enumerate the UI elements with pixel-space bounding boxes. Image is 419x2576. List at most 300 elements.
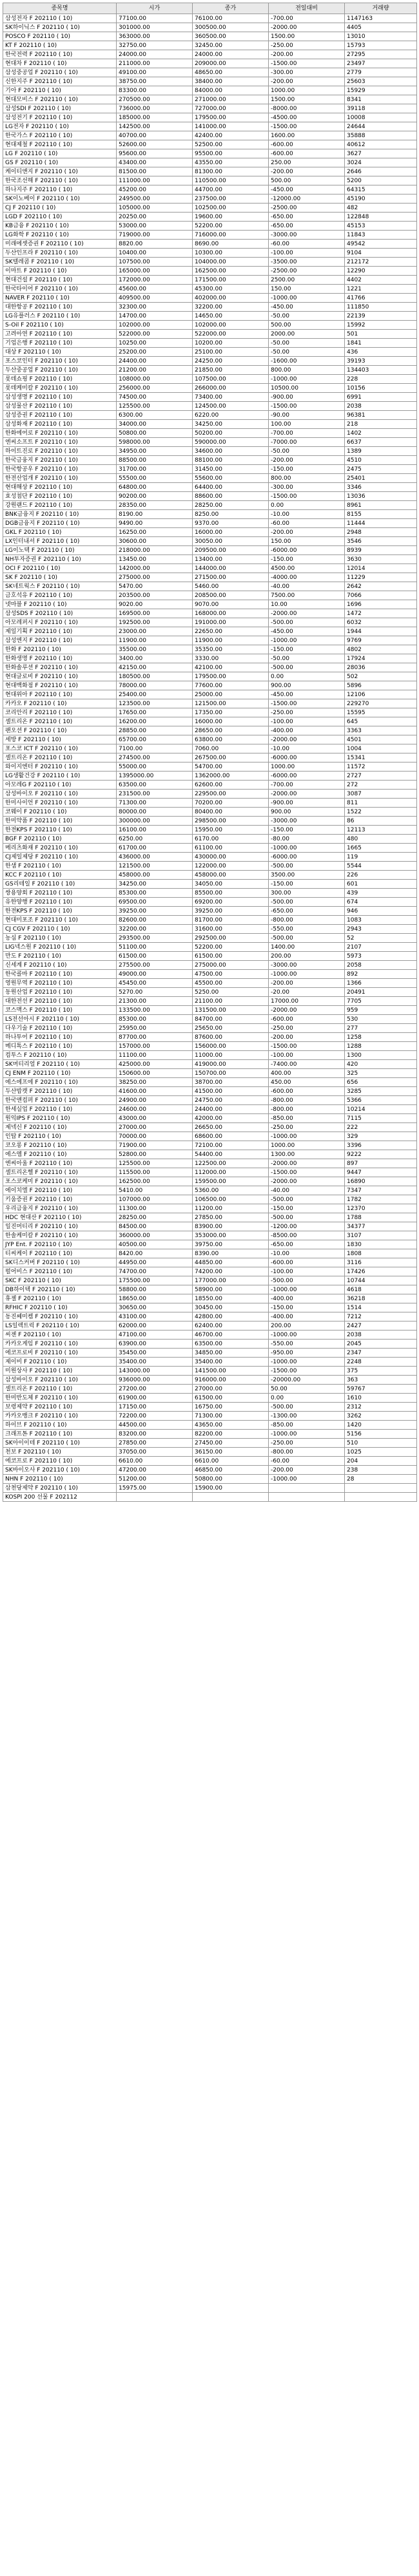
cell-name: 한미사이언 F 202110 ( 10) (3, 799, 117, 808)
cell-name: 크래프톤 F 202110 ( 10) (3, 1430, 117, 1439)
table-row (3, 1385, 417, 1394)
table-row (3, 591, 417, 600)
cell-open: 62000.00 (117, 1321, 193, 1331)
cell-close: 27000.00 (193, 1385, 269, 1394)
table-row (3, 77, 417, 86)
cell-close: 102500.00 (193, 204, 269, 213)
table-row (3, 889, 417, 898)
cell-name: 한화에어로 F 202110 ( 10) (3, 429, 117, 438)
table-row (3, 582, 417, 591)
cell-close: 58900.00 (193, 1285, 269, 1294)
cell-change: -1500.00 (269, 1168, 345, 1177)
cell-name: SK F 202110 ( 10) (3, 573, 117, 582)
cell-change: -800.00 (269, 916, 345, 925)
cell-name: JYP Ent. F 202110 ( 10) (3, 1240, 117, 1249)
cell-close: 267500.00 (193, 753, 269, 762)
cell-change: -1000.00 (269, 1475, 345, 1484)
cell-change: -800.00 (269, 1105, 345, 1114)
cell-name: 하나투어 F 202110 ( 10) (3, 1033, 117, 1042)
cell-open: 102000.00 (117, 321, 193, 330)
cell-change: -600.00 (269, 140, 345, 149)
cell-change: -1500.00 (269, 122, 345, 131)
cell-volume: 52 (345, 934, 417, 943)
cell-open: 5410.00 (117, 1186, 193, 1195)
cell-open: 13450.00 (117, 555, 193, 564)
cell-open: 70000.00 (117, 1132, 193, 1141)
table-row (3, 204, 417, 213)
cell-name: 와이지엔터 F 202110 ( 10) (3, 762, 117, 772)
cell-name: 셀트리온 F 202110 ( 10) (3, 717, 117, 726)
cell-open: 10250.00 (117, 339, 193, 348)
cell-name: 현대백화점 F 202110 ( 10) (3, 681, 117, 690)
cell-open: 231500.00 (117, 790, 193, 799)
cell-open: 409500.00 (117, 294, 193, 303)
cell-name: BNK금융지 F 202110 ( 10) (3, 510, 117, 519)
cell-name: 현대차 F 202110 ( 10) (3, 59, 117, 68)
cell-close: 6170.00 (193, 835, 269, 844)
cell-volume: 2948 (345, 528, 417, 537)
cell-open: 8820.00 (117, 240, 193, 249)
cell-volume: 8155 (345, 510, 417, 519)
cell-volume: 1420 (345, 1421, 417, 1430)
cell-open: 30600.00 (117, 537, 193, 546)
table-row (3, 654, 417, 663)
table-row (3, 1331, 417, 1340)
cell-name: 메리츠화재 F 202110 ( 10) (3, 844, 117, 853)
cell-close: 18550.00 (193, 1294, 269, 1303)
cell-close: 52500.00 (193, 140, 269, 149)
cell-change: -200.00 (269, 979, 345, 988)
cell-change: -3500.00 (269, 258, 345, 267)
cell-close: 121500.00 (193, 699, 269, 708)
cell-change: 0.00 (269, 672, 345, 681)
cell-close: 177000.00 (193, 1276, 269, 1285)
cell-open: 105000.00 (117, 204, 193, 213)
cell-volume: 2642 (345, 582, 417, 591)
cell-name: 삼성전기 F 202110 ( 10) (3, 113, 117, 122)
cell-name: CJ F 202110 ( 10) (3, 204, 117, 213)
table-row (3, 86, 417, 95)
cell-open: 42150.00 (117, 663, 193, 672)
cell-name: 한국전력 F 202110 ( 10) (3, 50, 117, 59)
cell-change: 900.00 (269, 808, 345, 817)
cell-change: -200.00 (269, 1466, 345, 1475)
table-row (3, 176, 417, 185)
table-row (3, 1340, 417, 1349)
cell-open: 107500.00 (117, 258, 193, 267)
cell-close: 39250.00 (193, 907, 269, 916)
cell-change: -4500.00 (269, 113, 345, 122)
cell-name: HDC 현대산 F 202110 ( 10) (3, 1213, 117, 1222)
cell-name: 에이치엘 F 202110 ( 10) (3, 1186, 117, 1195)
cell-volume: 7705 (345, 997, 417, 1006)
cell-volume: 7115 (345, 1114, 417, 1123)
table-row (3, 1249, 417, 1258)
cell-close: 22650.00 (193, 627, 269, 636)
table-row (3, 799, 417, 808)
cell-close: 14650.00 (193, 312, 269, 321)
cell-change: -200.00 (269, 456, 345, 465)
cell-open: 45450.00 (117, 979, 193, 988)
cell-change: 500.00 (269, 176, 345, 185)
cell-volume: 946 (345, 907, 417, 916)
cell-change (269, 1493, 345, 1502)
table-row (3, 501, 417, 510)
cell-open: 115500.00 (117, 1168, 193, 1177)
cell-change: -700.00 (269, 14, 345, 23)
cell-volume: 4501 (345, 735, 417, 744)
cell-volume: 17426 (345, 1267, 417, 1276)
cell-name: 코오롱 F 202110 ( 10) (3, 1141, 117, 1150)
cell-change: -300.00 (269, 68, 345, 77)
table-row (3, 880, 417, 889)
cell-name: 휴젤 F 202110 ( 10) (3, 1294, 117, 1303)
cell-change: -2000.00 (269, 23, 345, 32)
cell-volume: 656 (345, 1078, 417, 1087)
cell-open: 17150.00 (117, 1403, 193, 1412)
cell-change (269, 1484, 345, 1493)
cell-name: 삼성증권 F 202110 ( 10) (3, 411, 117, 420)
cell-open: 169500.00 (117, 609, 193, 618)
table-row (3, 1358, 417, 1367)
table-row (3, 1168, 417, 1177)
cell-close: 141500.00 (193, 1367, 269, 1376)
cell-volume: 59767 (345, 1385, 417, 1394)
cell-change: -450.00 (269, 303, 345, 312)
cell-close: 61500.00 (193, 952, 269, 961)
cell-name: 키움증권 F 202110 ( 10) (3, 1195, 117, 1204)
cell-close: 8390.00 (193, 1249, 269, 1258)
cell-volume: 229270 (345, 699, 417, 708)
cell-close: 34850.00 (193, 1349, 269, 1358)
cell-change: -6000.00 (269, 853, 345, 862)
cell-name: 한전산업개 F 202110 ( 10) (3, 474, 117, 483)
cell-close: 8690.00 (193, 240, 269, 249)
table-row (3, 23, 417, 32)
cell-close: 141000.00 (193, 122, 269, 131)
cell-close: 209500.00 (193, 546, 269, 555)
cell-name: KB금융 F 202110 ( 10) (3, 222, 117, 231)
cell-close: 32450.00 (193, 41, 269, 50)
cell-name: 케이티앤지 F 202110 ( 10) (3, 167, 117, 176)
cell-open: 8420.00 (117, 1249, 193, 1258)
cell-open: 192500.00 (117, 618, 193, 627)
cell-open: 15975.00 (117, 1484, 193, 1493)
cell-close: 10200.00 (193, 339, 269, 348)
table-row (3, 1294, 417, 1303)
table-row (3, 537, 417, 546)
header-open: 시가 (117, 3, 193, 14)
cell-name: 코리안리 F 202110 ( 10) (3, 708, 117, 717)
cell-name: 포스코 ICT F 202110 ( 10) (3, 744, 117, 753)
cell-name: 현대위아 F 202110 ( 10) (3, 690, 117, 699)
table-row (3, 1195, 417, 1204)
cell-open: 18650.00 (117, 1294, 193, 1303)
cell-close: 35400.00 (193, 1358, 269, 1367)
cell-volume: 10214 (345, 1105, 417, 1114)
cell-volume: 3627 (345, 149, 417, 158)
cell-volume: 122848 (345, 213, 417, 222)
cell-change: -20.00 (269, 988, 345, 997)
cell-volume: 1258 (345, 1033, 417, 1042)
cell-change: -3000.00 (269, 961, 345, 970)
cell-close: 43650.00 (193, 1421, 269, 1430)
cell-change: -300.00 (269, 483, 345, 492)
table-row (3, 672, 417, 681)
cell-close: 353000.00 (193, 1231, 269, 1240)
cell-name: NH투자증권 F 202110 ( 10) (3, 555, 117, 564)
cell-name: 한국금융지 F 202110 ( 10) (3, 456, 117, 465)
table-row (3, 95, 417, 104)
cell-open: 28350.00 (117, 501, 193, 510)
cell-name: 농심 F 202110 ( 10) (3, 934, 117, 943)
table-row (3, 772, 417, 781)
cell-name: 쌍용양회 F 202110 ( 10) (3, 889, 117, 898)
table-row (3, 609, 417, 618)
cell-name: 에스엠 F 202110 ( 10) (3, 1150, 117, 1159)
cell-volume: 8939 (345, 546, 417, 555)
cell-change: 1400.00 (269, 943, 345, 952)
cell-name: 다우기술 F 202110 ( 10) (3, 1024, 117, 1033)
cell-close: 229500.00 (193, 790, 269, 799)
cell-volume: 15341 (345, 753, 417, 762)
cell-open: 24400.00 (117, 357, 193, 366)
table-row (3, 348, 417, 357)
table-row (3, 249, 417, 258)
cell-name: 기아 F 202110 ( 10) (3, 86, 117, 95)
table-row (3, 1303, 417, 1312)
cell-open: 31700.00 (117, 465, 193, 474)
cell-volume: 35888 (345, 131, 417, 140)
cell-close: 3330.00 (193, 654, 269, 663)
cell-open: 16100.00 (117, 826, 193, 835)
cell-change: -200.00 (269, 50, 345, 59)
cell-volume: 2943 (345, 925, 417, 934)
cell-name: 두산중공업 F 202110 ( 10) (3, 366, 117, 375)
cell-name: LG전자 F 202110 ( 10) (3, 122, 117, 131)
cell-change: -50.00 (269, 312, 345, 321)
cell-volume: 2646 (345, 167, 417, 176)
cell-volume: 1300 (345, 1051, 417, 1060)
cell-change: -150.00 (269, 880, 345, 889)
cell-volume: 3262 (345, 1412, 417, 1421)
cell-change: -50.00 (269, 447, 345, 456)
table-row (3, 663, 417, 672)
cell-volume: 9769 (345, 636, 417, 645)
table-row (3, 1123, 417, 1132)
table-row (3, 934, 417, 943)
cell-open: 32200.00 (117, 925, 193, 934)
cell-name: 한화 F 202110 ( 10) (3, 645, 117, 654)
cell-close: 54400.00 (193, 1150, 269, 1159)
cell-close: 430000.00 (193, 853, 269, 862)
cell-name: 한화생명 F 202110 ( 10) (3, 654, 117, 663)
cell-name: KT F 202110 ( 10) (3, 41, 117, 50)
cell-close: 19600.00 (193, 213, 269, 222)
cell-volume: 436 (345, 348, 417, 357)
cell-change: 7500.00 (269, 591, 345, 600)
table-row (3, 528, 417, 537)
cell-change: -1500.00 (269, 1367, 345, 1376)
cell-volume: 645 (345, 717, 417, 726)
table-row (3, 817, 417, 826)
cell-volume: 28036 (345, 663, 417, 672)
cell-change: -1500.00 (269, 492, 345, 501)
cell-name: 삼성SDS F 202110 ( 10) (3, 609, 117, 618)
cell-change: -250.00 (269, 708, 345, 717)
cell-volume: 4618 (345, 1285, 417, 1294)
cell-open: 71900.00 (117, 1141, 193, 1150)
cell-open: 41600.00 (117, 1087, 193, 1096)
cell-name: SK디스커버 F 202110 ( 10) (3, 1258, 117, 1267)
cell-volume: 11572 (345, 762, 417, 772)
table-row (3, 726, 417, 735)
table-row (3, 375, 417, 384)
cell-change: -150.00 (269, 465, 345, 474)
table-row (3, 519, 417, 528)
cell-open: 203500.00 (117, 591, 193, 600)
cell-open: 45200.00 (117, 185, 193, 194)
table-row (3, 131, 417, 140)
cell-name: KOSPI 200 선물 F 202112 (3, 1493, 117, 1502)
cell-change: -800.00 (269, 1448, 345, 1457)
cell-name: 에스에프에 F 202110 ( 10) (3, 1078, 117, 1087)
cell-volume: 3546 (345, 537, 417, 546)
table-row (3, 708, 417, 717)
cell-change: -500.00 (269, 1403, 345, 1412)
cell-change: -800.00 (269, 1096, 345, 1105)
cell-name: 삼성전자 F 202110 ( 10) (3, 14, 117, 23)
cell-volume: 3024 (345, 158, 417, 167)
cell-open: 274500.00 (117, 753, 193, 762)
cell-name: 고려아연 F 202110 ( 10) (3, 330, 117, 339)
cell-change: 2500.00 (269, 276, 345, 285)
table-row (3, 330, 417, 339)
cell-volume: 1288 (345, 1042, 417, 1051)
cell-close: 34050.00 (193, 880, 269, 889)
cell-change: -8000.00 (269, 104, 345, 113)
cell-name: 제이비 F 202110 ( 10) (3, 1358, 117, 1367)
cell-open: 425000.00 (117, 1060, 193, 1069)
cell-name: DGB금융지 F 202110 ( 10) (3, 519, 117, 528)
table-row (3, 1493, 417, 1502)
cell-open: 51200.00 (117, 1475, 193, 1484)
cell-open: 150600.00 (117, 1069, 193, 1078)
cell-change: -3000.00 (269, 817, 345, 826)
cell-volume: 5896 (345, 681, 417, 690)
cell-name: LX인터내셔 F 202110 ( 10) (3, 537, 117, 546)
cell-open: 1395000.00 (117, 772, 193, 781)
cell-volume: 11843 (345, 231, 417, 240)
cell-name: 일진머티리 F 202110 ( 10) (3, 1222, 117, 1231)
cell-close: 34250.00 (193, 420, 269, 429)
cell-volume: 2248 (345, 1358, 417, 1367)
table-row (3, 285, 417, 294)
cell-close: 38700.00 (193, 1078, 269, 1087)
cell-volume (345, 1484, 417, 1493)
cell-open: 9490.00 (117, 519, 193, 528)
cell-open: 522000.00 (117, 330, 193, 339)
cell-open: 14700.00 (117, 312, 193, 321)
cell-volume: 64315 (345, 185, 417, 194)
table-row (3, 1349, 417, 1358)
cell-name: 인탑 F 202110 ( 10) (3, 1132, 117, 1141)
table-row (3, 1132, 417, 1141)
cell-close: 82200.00 (193, 1430, 269, 1439)
table-row (3, 1150, 417, 1159)
cell-open: 6610.00 (117, 1457, 193, 1466)
cell-change: 17000.00 (269, 997, 345, 1006)
cell-change: -650.00 (269, 907, 345, 916)
cell-close: 1362000.00 (193, 772, 269, 781)
cell-close: 62600.00 (193, 781, 269, 790)
cell-close: 74200.00 (193, 1267, 269, 1276)
cell-name: 티씨케이 F 202110 ( 10) (3, 1249, 117, 1258)
cell-close: 171500.00 (193, 276, 269, 285)
cell-name: 세방 F 202110 ( 10) (3, 735, 117, 744)
cell-open: 175500.00 (117, 1276, 193, 1285)
cell-open: 185000.00 (117, 113, 193, 122)
cell-open: 40700.00 (117, 131, 193, 140)
cell-close: 80400.00 (193, 808, 269, 817)
cell-change: -250.00 (269, 41, 345, 50)
cell-open: 83300.00 (117, 86, 193, 95)
cell-change: -600.00 (269, 1258, 345, 1267)
cell-open: 30650.00 (117, 1303, 193, 1312)
cell-open: 34250.00 (117, 880, 193, 889)
cell-name: 강원랜드 F 202110 ( 10) (3, 501, 117, 510)
cell-close: 156000.00 (193, 1042, 269, 1051)
table-row (3, 1321, 417, 1331)
cell-close: 522000.00 (193, 330, 269, 339)
cell-volume: 3346 (345, 483, 417, 492)
cell-name: 넷마블 F 202110 ( 10) (3, 600, 117, 609)
cell-name: 동원산업 F 202110 ( 10) (3, 988, 117, 997)
cell-change: -1000.00 (269, 844, 345, 853)
cell-change: 3500.00 (269, 871, 345, 880)
cell-name: BGF F 202110 ( 10) (3, 835, 117, 844)
cell-open: 17650.00 (117, 708, 193, 717)
cell-change: -10.00 (269, 510, 345, 519)
cell-name: OCI F 202110 ( 10) (3, 564, 117, 573)
cell-close: 85500.00 (193, 889, 269, 898)
cell-close: 9070.00 (193, 600, 269, 609)
cell-name: 카카오 F 202110 ( 10) (3, 699, 117, 708)
table-row (3, 1051, 417, 1060)
cell-close (193, 1493, 269, 1502)
cell-close: 25100.00 (193, 348, 269, 357)
cell-change: -10.00 (269, 744, 345, 753)
table-row (3, 185, 417, 194)
table-row (3, 600, 417, 609)
cell-name: SK이노베이 F 202110 ( 10) (3, 194, 117, 204)
cell-name: LS전선아시 F 202110 ( 10) (3, 1015, 117, 1024)
cell-change: 200.00 (269, 1321, 345, 1331)
cell-change: 1500.00 (269, 95, 345, 104)
cell-change: -700.00 (269, 429, 345, 438)
cell-open: 24600.00 (117, 1105, 193, 1114)
cell-open: 52800.00 (117, 1150, 193, 1159)
cell-name: LG유플러스 F 202110 ( 10) (3, 312, 117, 321)
cell-close: 107500.00 (193, 375, 269, 384)
cell-change: -100.00 (269, 249, 345, 258)
cell-close: 32200.00 (193, 303, 269, 312)
table-row (3, 645, 417, 654)
cell-close: 11000.00 (193, 1051, 269, 1060)
cell-volume: 480 (345, 835, 417, 844)
cell-name: 두산밥캣 F 202110 ( 10) (3, 1087, 117, 1096)
table-row (3, 699, 417, 708)
